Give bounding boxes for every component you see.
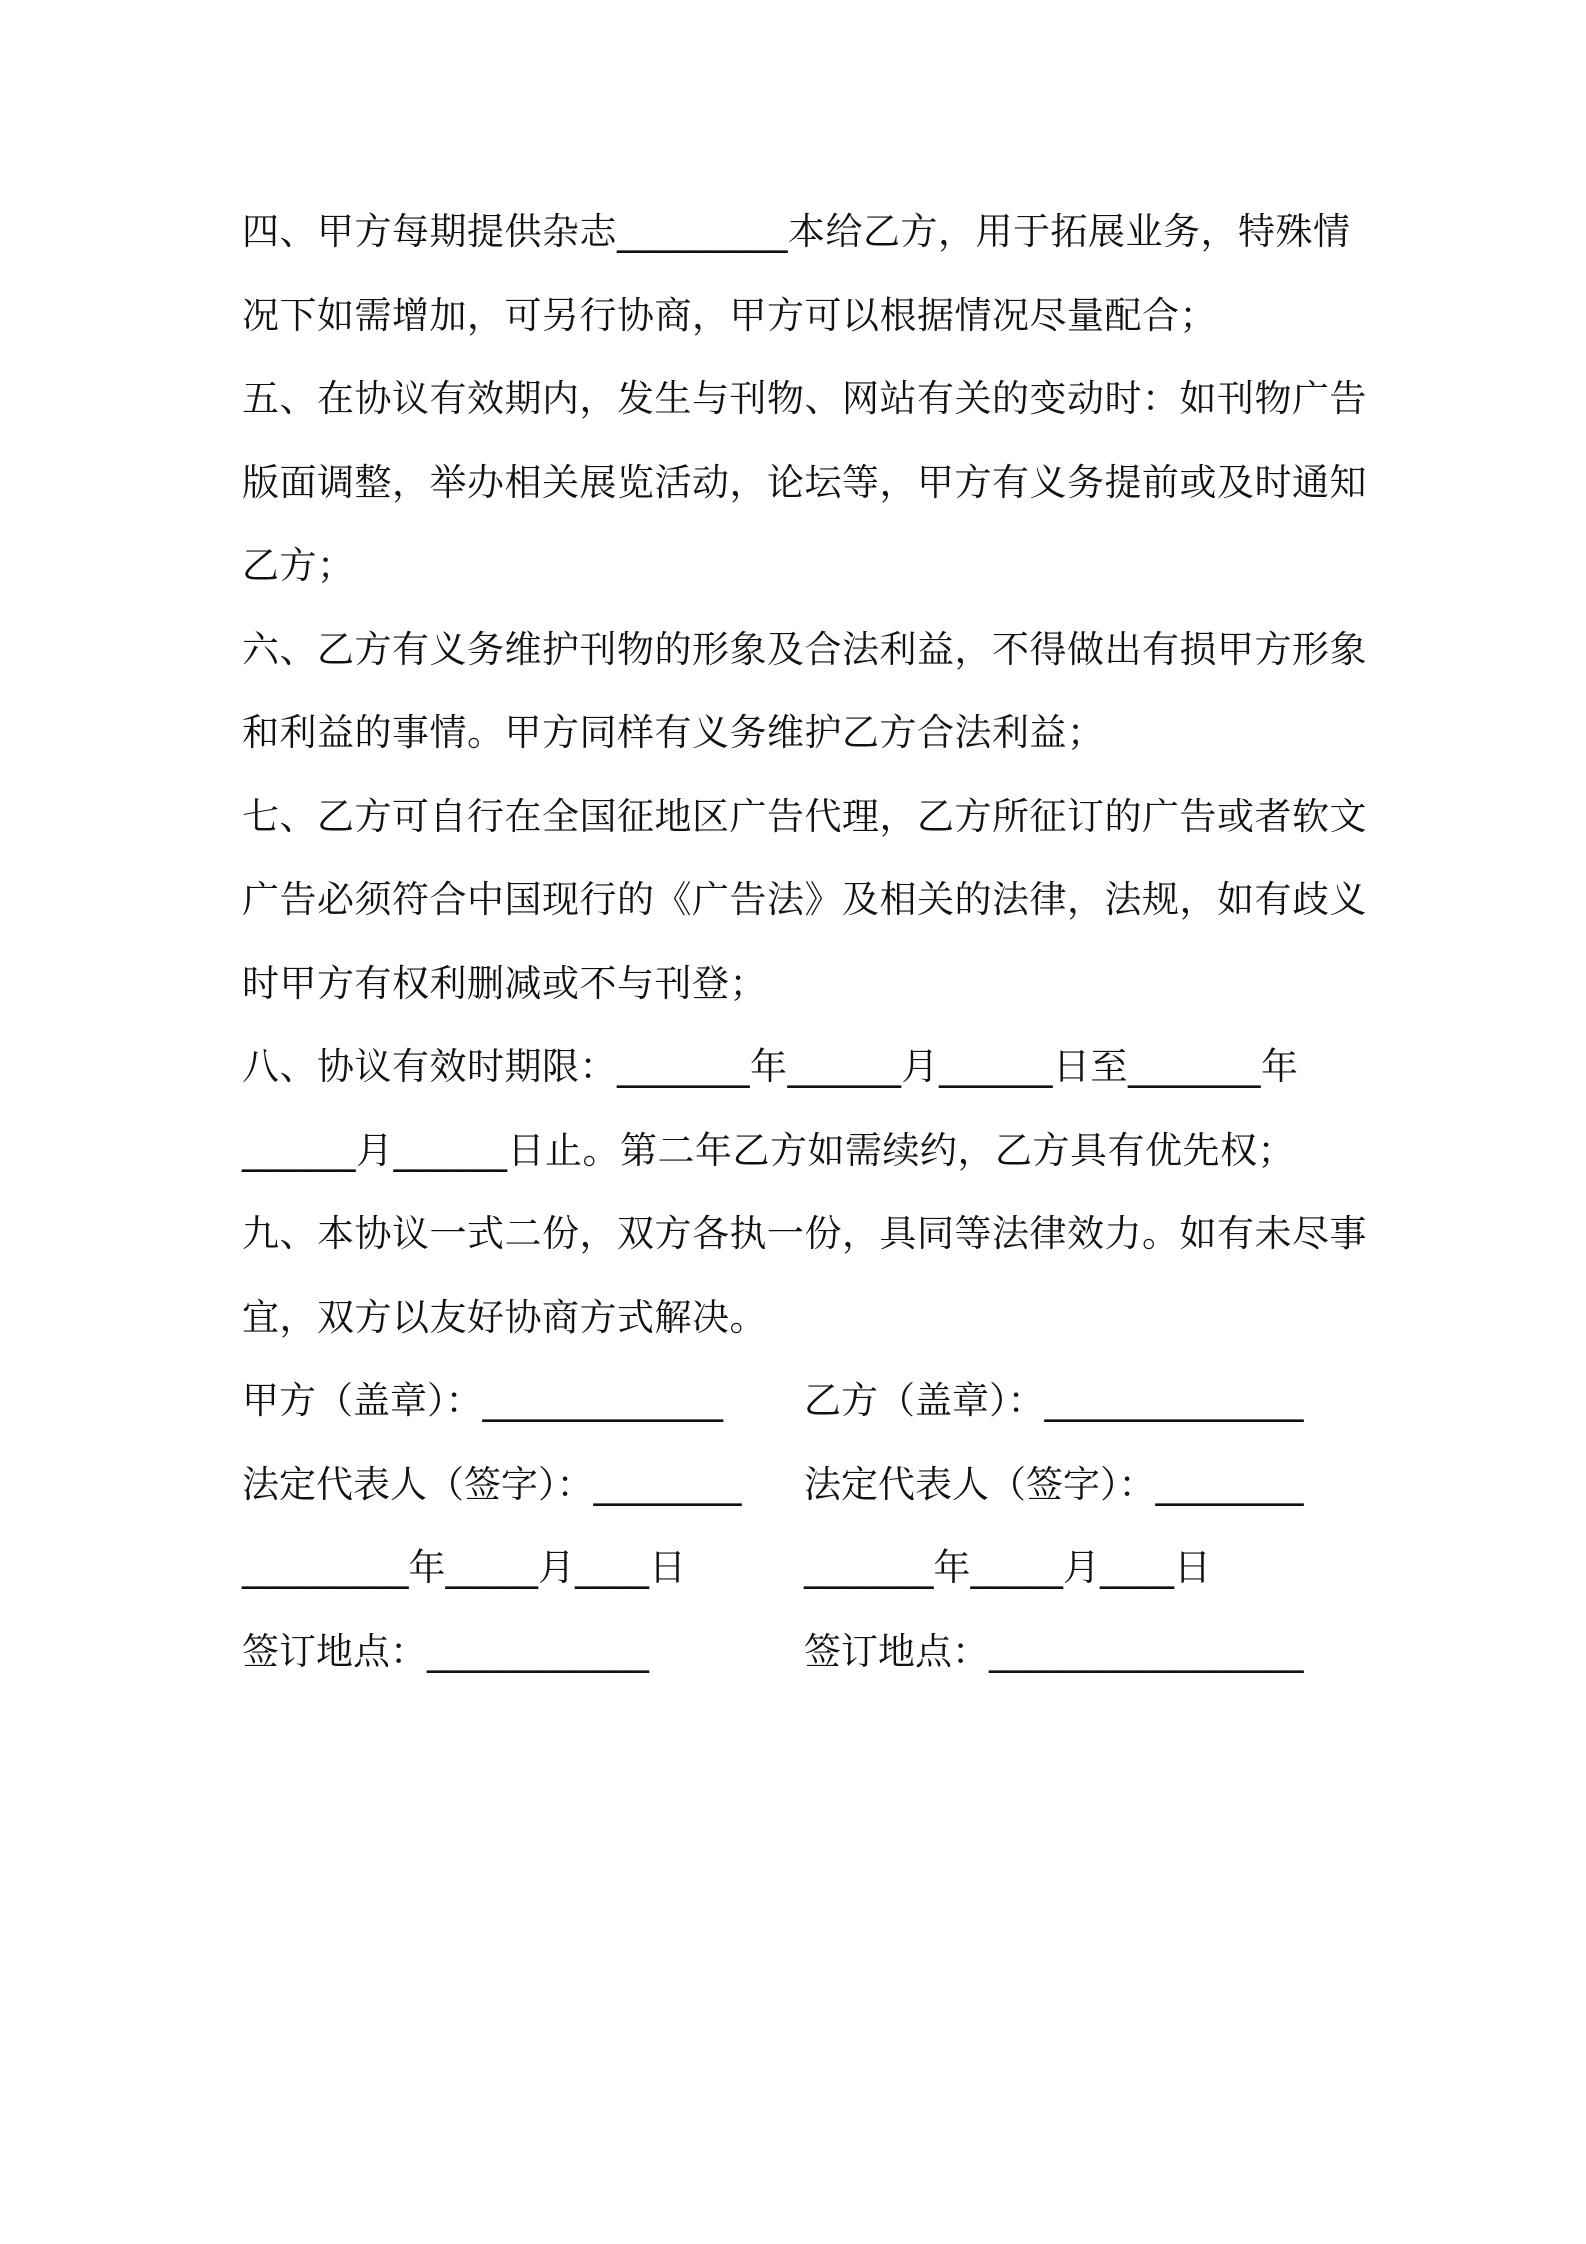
clause-7	[242, 775, 1367, 1026]
party-b-representative: 法定代表人（签字）：________	[804, 1462, 1304, 1506]
text-line: 时甲方有权利删减或不与刊登；	[242, 961, 767, 1005]
seal-row	[242, 1359, 1354, 1443]
clause-5	[242, 357, 1367, 608]
place-row	[242, 1610, 1354, 1694]
party-a-date: _________年_____月____日	[242, 1546, 686, 1589]
signature-block	[242, 1359, 1354, 1693]
text-line: 广告必须符合中国现行的《广告法》及相关的法律，法规，如有歧义	[242, 878, 1367, 921]
text-line: 七、乙方可自行在全国征地区广告代理，乙方所征订的广告或者软文	[242, 794, 1367, 838]
text-line: ______月______日止。第二年乙方如需续约，乙方具有优先权；	[242, 1128, 1295, 1172]
text-line: 五、在协议有效期内，发生与刊物、网站有关的变动时：如刊物广告	[242, 377, 1367, 420]
document-body	[242, 190, 1367, 1693]
text-line: 宜，双方以友好协商方式解决。	[242, 1295, 767, 1339]
text-line: 四、甲方每期提供杂志_________本给乙方，用于拓展业务，特殊情	[242, 210, 1351, 253]
text-line: 和利益的事情。甲方同样有义务维护乙方合法利益；	[242, 711, 1105, 754]
party-b-date: _______年_____月____日	[804, 1546, 1211, 1589]
party-b-seal: 乙方（盖章）：______________	[804, 1379, 1304, 1422]
text-line: 九、本协议一式二份，双方各执一份，具同等法律效力。如有未尽事	[242, 1212, 1367, 1255]
text-line: 况下如需增加，可另行协商，甲方可以根据情况尽量配合；	[242, 293, 1217, 337]
clause-6	[242, 608, 1367, 775]
text-line: 六、乙方有义务维护刊物的形象及合法利益，不得做出有损甲方形象	[242, 627, 1367, 671]
text-line: 乙方；	[242, 544, 355, 587]
text-line: 八、协议有效时期限：_______年______月______日至_______年	[242, 1045, 1299, 1088]
clause-4	[242, 190, 1354, 357]
party-a-representative: 法定代表人（签字）：________	[242, 1462, 742, 1506]
clause-8	[242, 1025, 1354, 1192]
party-a-place: 签订地点：____________	[242, 1629, 649, 1673]
party-b-place: 签订地点：_________________	[804, 1629, 1304, 1673]
text-line: 版面调整，举办相关展览活动，论坛等，甲方有义务提前或及时通知	[242, 460, 1367, 504]
date-row	[242, 1526, 1354, 1610]
party-a-seal: 甲方（盖章）：_____________	[242, 1379, 723, 1422]
clause-9	[242, 1192, 1367, 1359]
representative-row	[242, 1443, 1354, 1527]
